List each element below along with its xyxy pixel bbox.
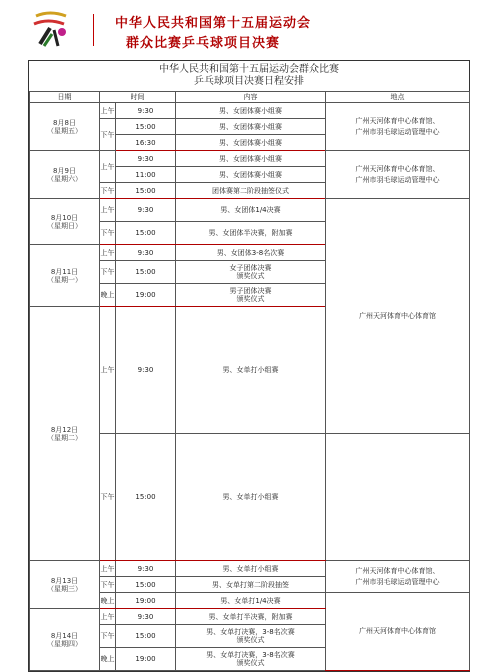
period-cell: 上午 (100, 609, 116, 625)
period-cell: 上午 (100, 245, 116, 261)
col-time-header: 时间 (100, 92, 176, 103)
period-cell: 下午 (100, 625, 116, 648)
period-cell: 晚上 (100, 648, 116, 671)
date-cell: 8月13日 （星期三） (30, 561, 100, 609)
table-row (30, 151, 470, 167)
content-cell: 男、女单打第二阶段抽签 (176, 577, 326, 593)
content-cell: 男、女团体赛小组赛 (176, 135, 326, 151)
time-cell: 9:30 (116, 151, 176, 167)
content-cell: 男、女单打决赛，3-8名次赛 颁奖仪式 (176, 648, 326, 671)
period-cell: 上午 (100, 561, 116, 577)
date-cell: 8月12日 （星期二） (30, 307, 100, 561)
table-row (30, 103, 470, 119)
content-cell: 女子团体决赛 颁奖仪式 (176, 261, 326, 284)
time-cell: 11:00 (116, 167, 176, 183)
time-cell: 15:00 (116, 261, 176, 284)
period-cell: 下午 (100, 577, 116, 593)
content-cell: 男、女单打小组赛 (176, 561, 326, 577)
content-cell: 男、女团体1/4决赛 (176, 199, 326, 222)
period-cell: 上午 (100, 151, 116, 183)
venue-cell: 广州天河体育中心体育馆、 广州市羽毛球运动管理中心 (326, 151, 470, 199)
content-cell: 团体赛第二阶段抽签仪式 (176, 183, 326, 199)
period-cell: 下午 (100, 222, 116, 245)
venue-cell: 广州天河体育中心体育馆 (326, 199, 470, 434)
header-divider (93, 14, 94, 46)
period-cell: 下午 (100, 434, 116, 561)
time-cell: 15:00 (116, 577, 176, 593)
schedule-subtitle: 乒乓球项目决赛日程安排 (194, 76, 304, 87)
time-cell: 19:00 (116, 284, 176, 307)
content-cell: 男、女单打小组赛 (176, 307, 326, 434)
content-cell: 男子团体决赛 颁奖仪式 (176, 284, 326, 307)
content-cell: 男、女单打小组赛 (176, 434, 326, 561)
content-cell: 男、女单打半决赛，附加赛 (176, 609, 326, 625)
period-cell: 上午 (100, 103, 116, 119)
period-cell: 上午 (100, 199, 116, 222)
content-cell: 男、女团体赛小组赛 (176, 103, 326, 119)
time-cell: 9:30 (116, 245, 176, 261)
time-cell: 15:00 (116, 183, 176, 199)
col-venue-header: 地点 (326, 92, 470, 103)
col-date-header: 日期 (30, 92, 100, 103)
games-logo-icon (30, 10, 74, 50)
schedule-title: 中华人民共和国第十五届运动会群众比赛 (159, 64, 339, 75)
period-cell: 上午 (100, 307, 116, 434)
content-cell: 男、女单打决赛，3-8名次赛 颁奖仪式 (176, 625, 326, 648)
date-cell: 8月10日 （星期日） (30, 199, 100, 245)
schedule-table (29, 91, 470, 671)
content-cell: 男、女团体半决赛，附加赛 (176, 222, 326, 245)
content-cell: 男、女团体3-8名次赛 (176, 245, 326, 261)
content-cell: 男、女团体赛小组赛 (176, 167, 326, 183)
content-cell: 男、女团体赛小组赛 (176, 119, 326, 135)
header-title: 中华人民共和国第十五届运动会 (115, 16, 312, 31)
period-cell: 下午 (100, 183, 116, 199)
time-cell: 15:00 (116, 119, 176, 135)
time-cell: 9:30 (116, 103, 176, 119)
schedule-table-panel (28, 60, 470, 672)
time-cell: 9:30 (116, 307, 176, 434)
time-cell: 19:00 (116, 648, 176, 671)
venue-cell: 广州天河体育中心体育馆、 广州市羽毛球运动管理中心 (326, 561, 470, 593)
content-cell: 男、女单打1/4决赛 (176, 593, 326, 609)
venue-cell: 广州天河体育中心体育馆、 广州市羽毛球运动管理中心 (326, 103, 470, 151)
venue-cell: 广州天河体育中心体育馆 (326, 593, 470, 671)
table-header-row (30, 92, 470, 103)
date-cell: 8月14日 （星期四） (30, 609, 100, 671)
time-cell: 19:00 (116, 593, 176, 609)
period-cell: 下午 (100, 261, 116, 284)
date-cell: 8月8日 （星期五） (30, 103, 100, 151)
time-cell: 15:00 (116, 434, 176, 561)
date-cell: 8月11日 （星期一） (30, 245, 100, 307)
period-cell: 下午 (100, 119, 116, 151)
time-cell: 15:00 (116, 222, 176, 245)
time-cell: 9:30 (116, 561, 176, 577)
date-cell: 8月9日 （星期六） (30, 151, 100, 199)
time-cell: 15:00 (116, 625, 176, 648)
table-row (30, 199, 470, 222)
header-subtitle: 群众比赛乒乓球项目决赛 (126, 36, 281, 51)
content-cell: 男、女团体赛小组赛 (176, 151, 326, 167)
time-cell: 16:30 (116, 135, 176, 151)
col-content-header: 内容 (176, 92, 326, 103)
period-cell: 晚上 (100, 284, 116, 307)
time-cell: 9:30 (116, 609, 176, 625)
period-cell: 晚上 (100, 593, 116, 609)
time-cell: 9:30 (116, 199, 176, 222)
table-row (30, 561, 470, 577)
page-header (0, 0, 500, 56)
